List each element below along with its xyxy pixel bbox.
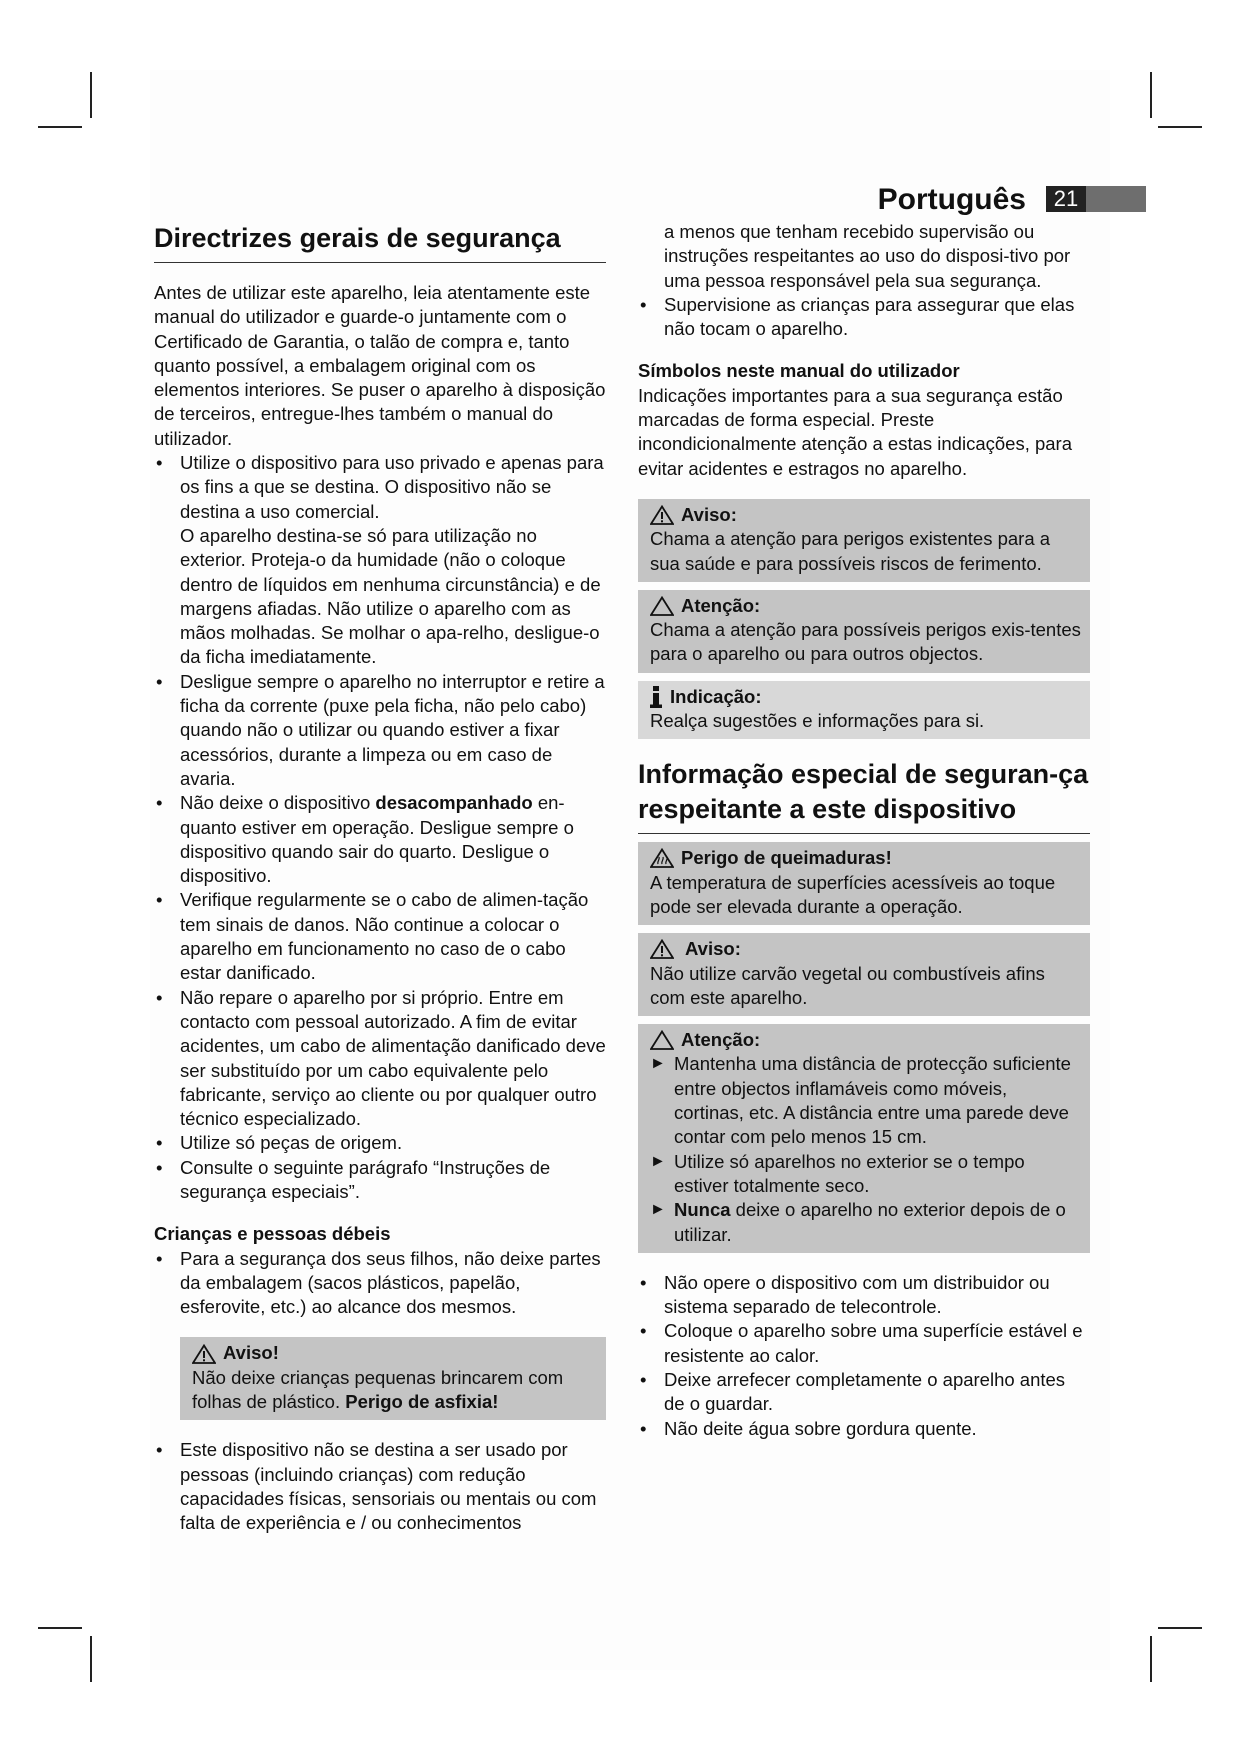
safety-list [154, 451, 606, 1204]
crop-mark [1150, 1636, 1152, 1682]
warning-triangle-icon [192, 1344, 216, 1364]
list-item: • Verifique regularmente se o cabo de alimen-tação tem sinais de danos. Não continue a colocar o aparelho em funcionamento no caso de o cabo estar danificado. [154, 888, 606, 985]
children-list [154, 1247, 606, 1320]
hot-surface-icon [650, 848, 674, 868]
left-column [154, 220, 606, 1536]
children-list-2 [154, 1438, 606, 1535]
list-item: • Não repare o aparelho por si próprio. Entre em contacto com pessoal autorizado. A fim de evitar acidentes, um cabo de alimentação danificado deve ser substituído por um cabo equivalente pelo fabricante, serviço ao cliente ou por qualquer outro técnico especializado. [154, 986, 606, 1132]
info-icon [650, 686, 662, 708]
symbols-heading: Símbolos neste manual do utilizador [638, 360, 960, 382]
language-header: Português [877, 183, 1026, 216]
atencao-title [650, 594, 1082, 618]
list-item-text: en-quanto estiver em operação. Desligue sempre o dispositivo quando sair do quarto. Desligue o dispositivo. [180, 792, 574, 887]
aviso-box [638, 499, 1090, 582]
list-item: • Utilize só peças de origem. [154, 1131, 606, 1155]
burn-title-text: Perigo de queimaduras! [681, 847, 892, 869]
crop-mark [38, 126, 82, 128]
warning-box [180, 1337, 606, 1420]
right-column [638, 220, 1090, 1441]
atencao2-title-text: Atenção: [681, 1029, 761, 1051]
crop-mark [1158, 126, 1202, 128]
crop-mark [90, 1636, 92, 1682]
list-item-text: Utilize o dispositivo para uso privado e apenas para os fins a que se destina. O dispositivo não se destina a uso comercial. [180, 452, 604, 522]
warning-text: Não deixe crianças pequenas brincarem com folhas de plástico. [192, 1366, 564, 1413]
aviso-text: Chama a atenção para perigos existentes para a sua saúde e para possíveis riscos de ferimento. [650, 528, 1051, 574]
list-item: • Deixe arrefecer completamente o aparelho antes de o guardar. [638, 1368, 1090, 1417]
crop-mark [1158, 1627, 1202, 1629]
list-item: ► Mantenha uma distância de protecção suficiente entre objectos inflamáveis como móveis, cortinas, etc. A distância entre uma parede deve contar com pelo menos 15 cm. [650, 1052, 1082, 1149]
aviso-title [650, 503, 1082, 527]
continued-text: a menos que tenham recebido supervisão ou instruções respeitantes ao uso do disposi-tivo por uma pessoa responsável pela sua segurança. [664, 221, 1071, 291]
warning-triangle-icon [650, 505, 674, 525]
caution-triangle-icon [650, 1030, 674, 1050]
page-tab-bar [1086, 186, 1146, 212]
list-item: • Não opere o dispositivo com um distribuidor ou sistema separado de telecontrole. [638, 1271, 1090, 1320]
indicacao-title [650, 685, 1082, 709]
burn-warning-box [638, 842, 1090, 925]
intro-paragraph: Antes de utilizar este aparelho, leia atentamente este manual do utilizador e guarde-o juntamente com o Certificado de Garantia, o talão de compra e, tanto quanto possível, a embalagem original com os elementos interiores. Se puser o aparelho à disposição de terceiros, entregue-lhes também o manual do utilizador. [154, 282, 606, 449]
indicacao-title-text: Indicação: [670, 685, 762, 707]
list-item [154, 451, 606, 670]
atencao-box [638, 590, 1090, 673]
precaution-list [650, 1052, 1082, 1246]
burn-title [650, 846, 1082, 870]
crop-mark [38, 1627, 82, 1629]
emphasis: Nunca [674, 1199, 731, 1221]
list-item: • Não deite água sobre gordura quente. [638, 1417, 1090, 1441]
warning-triangle-icon [650, 939, 674, 959]
emphasis: desacompanhado [375, 792, 533, 814]
list-item: • Supervisione as crianças para assegurar que elas não tocam o aparelho. [638, 293, 1090, 342]
warning-title-text: Aviso! [223, 1342, 279, 1364]
indicacao-box [638, 681, 1090, 740]
list-item-text: deixe o aparelho no exterior depois de o utilizar. [674, 1199, 1066, 1245]
crop-mark [90, 72, 92, 118]
aviso-title-text: Aviso: [681, 503, 737, 525]
list-item [650, 1198, 1082, 1247]
crop-mark [1150, 72, 1152, 118]
aviso2-title-text: Aviso: [685, 938, 741, 960]
list-item: • Este dispositivo não se destina a ser usado por pessoas (incluindo crianças) com redução capacidades físicas, sensoriais ou mentais ou com falta de experiência e / ou conhecimentos [154, 1438, 606, 1535]
list-item: • Coloque o aparelho sobre uma superfície estável e resistente ao calor. [638, 1319, 1090, 1368]
atencao2-box [638, 1024, 1090, 1253]
list-item: • Consulte o seguinte parágrafo “Instruções de segurança especiais”. [154, 1156, 606, 1205]
special-section-title: Informação especial de seguran-ça respeitante a este dispositivo [638, 757, 1090, 834]
list-item: • Para a segurança dos seus filhos, não deixe partes da embalagem (sacos plásticos, papelão, esferovite, etc.) ao alcance dos mesmos. [154, 1247, 606, 1320]
list-item: ► Utilize só aparelhos no exterior se o tempo estiver totalmente seco. [650, 1150, 1082, 1199]
indicacao-text: Realça sugestões e informações para si. [650, 710, 985, 732]
aviso2-box [638, 933, 1090, 1016]
children-heading: Crianças e pessoas débeis [154, 1223, 391, 1245]
warning-emphasis: Perigo de asfixia! [345, 1391, 499, 1413]
aviso2-title [650, 937, 1082, 961]
caution-triangle-icon [650, 596, 674, 616]
list-item: • Desligue sempre o aparelho no interruptor e retire a ficha da corrente (puxe pela ficha, não pelo cabo) quando não o utilizar ou quando estiver a fixar acessórios, durante a limpeza ou em caso de avaria. [154, 670, 606, 791]
warning-title [192, 1341, 598, 1365]
atencao-text: Chama a atenção para possíveis perigos exis-tentes para o aparelho ou para outros objectos. [650, 619, 1081, 665]
atencao2-title [650, 1028, 1082, 1052]
supervision-list [638, 293, 1090, 342]
burn-text: A temperatura de superfícies acessíveis ao toque pode ser elevada durante a operação. [650, 871, 1056, 917]
extra-list [638, 1271, 1090, 1441]
list-item [154, 791, 606, 888]
list-item-text: O aparelho destina-se só para utilização no exterior. Proteja-o da humidade (não o coloque dentro de líquidos em nenhuma circunstância) e de margens afiadas. Não utilize o aparelho com as mãos molhadas. Se molhar o apa-relho, desligue-o da ficha imediatamente. [180, 524, 601, 668]
page-number: 21 [1046, 186, 1086, 212]
section-title: Directrizes gerais de segurança [154, 220, 606, 263]
list-item-text: Não deixe o dispositivo [180, 792, 376, 814]
aviso2-text: Não utilize carvão vegetal ou combustíveis afins com este aparelho. [650, 962, 1045, 1008]
atencao-title-text: Atenção: [681, 594, 761, 616]
symbols-paragraph: Indicações importantes para a sua segurança estão marcadas de forma especial. Preste incondicionalmente atenção a estas indicações, para evitar acidentes e estragos no aparelho. [638, 384, 1073, 479]
